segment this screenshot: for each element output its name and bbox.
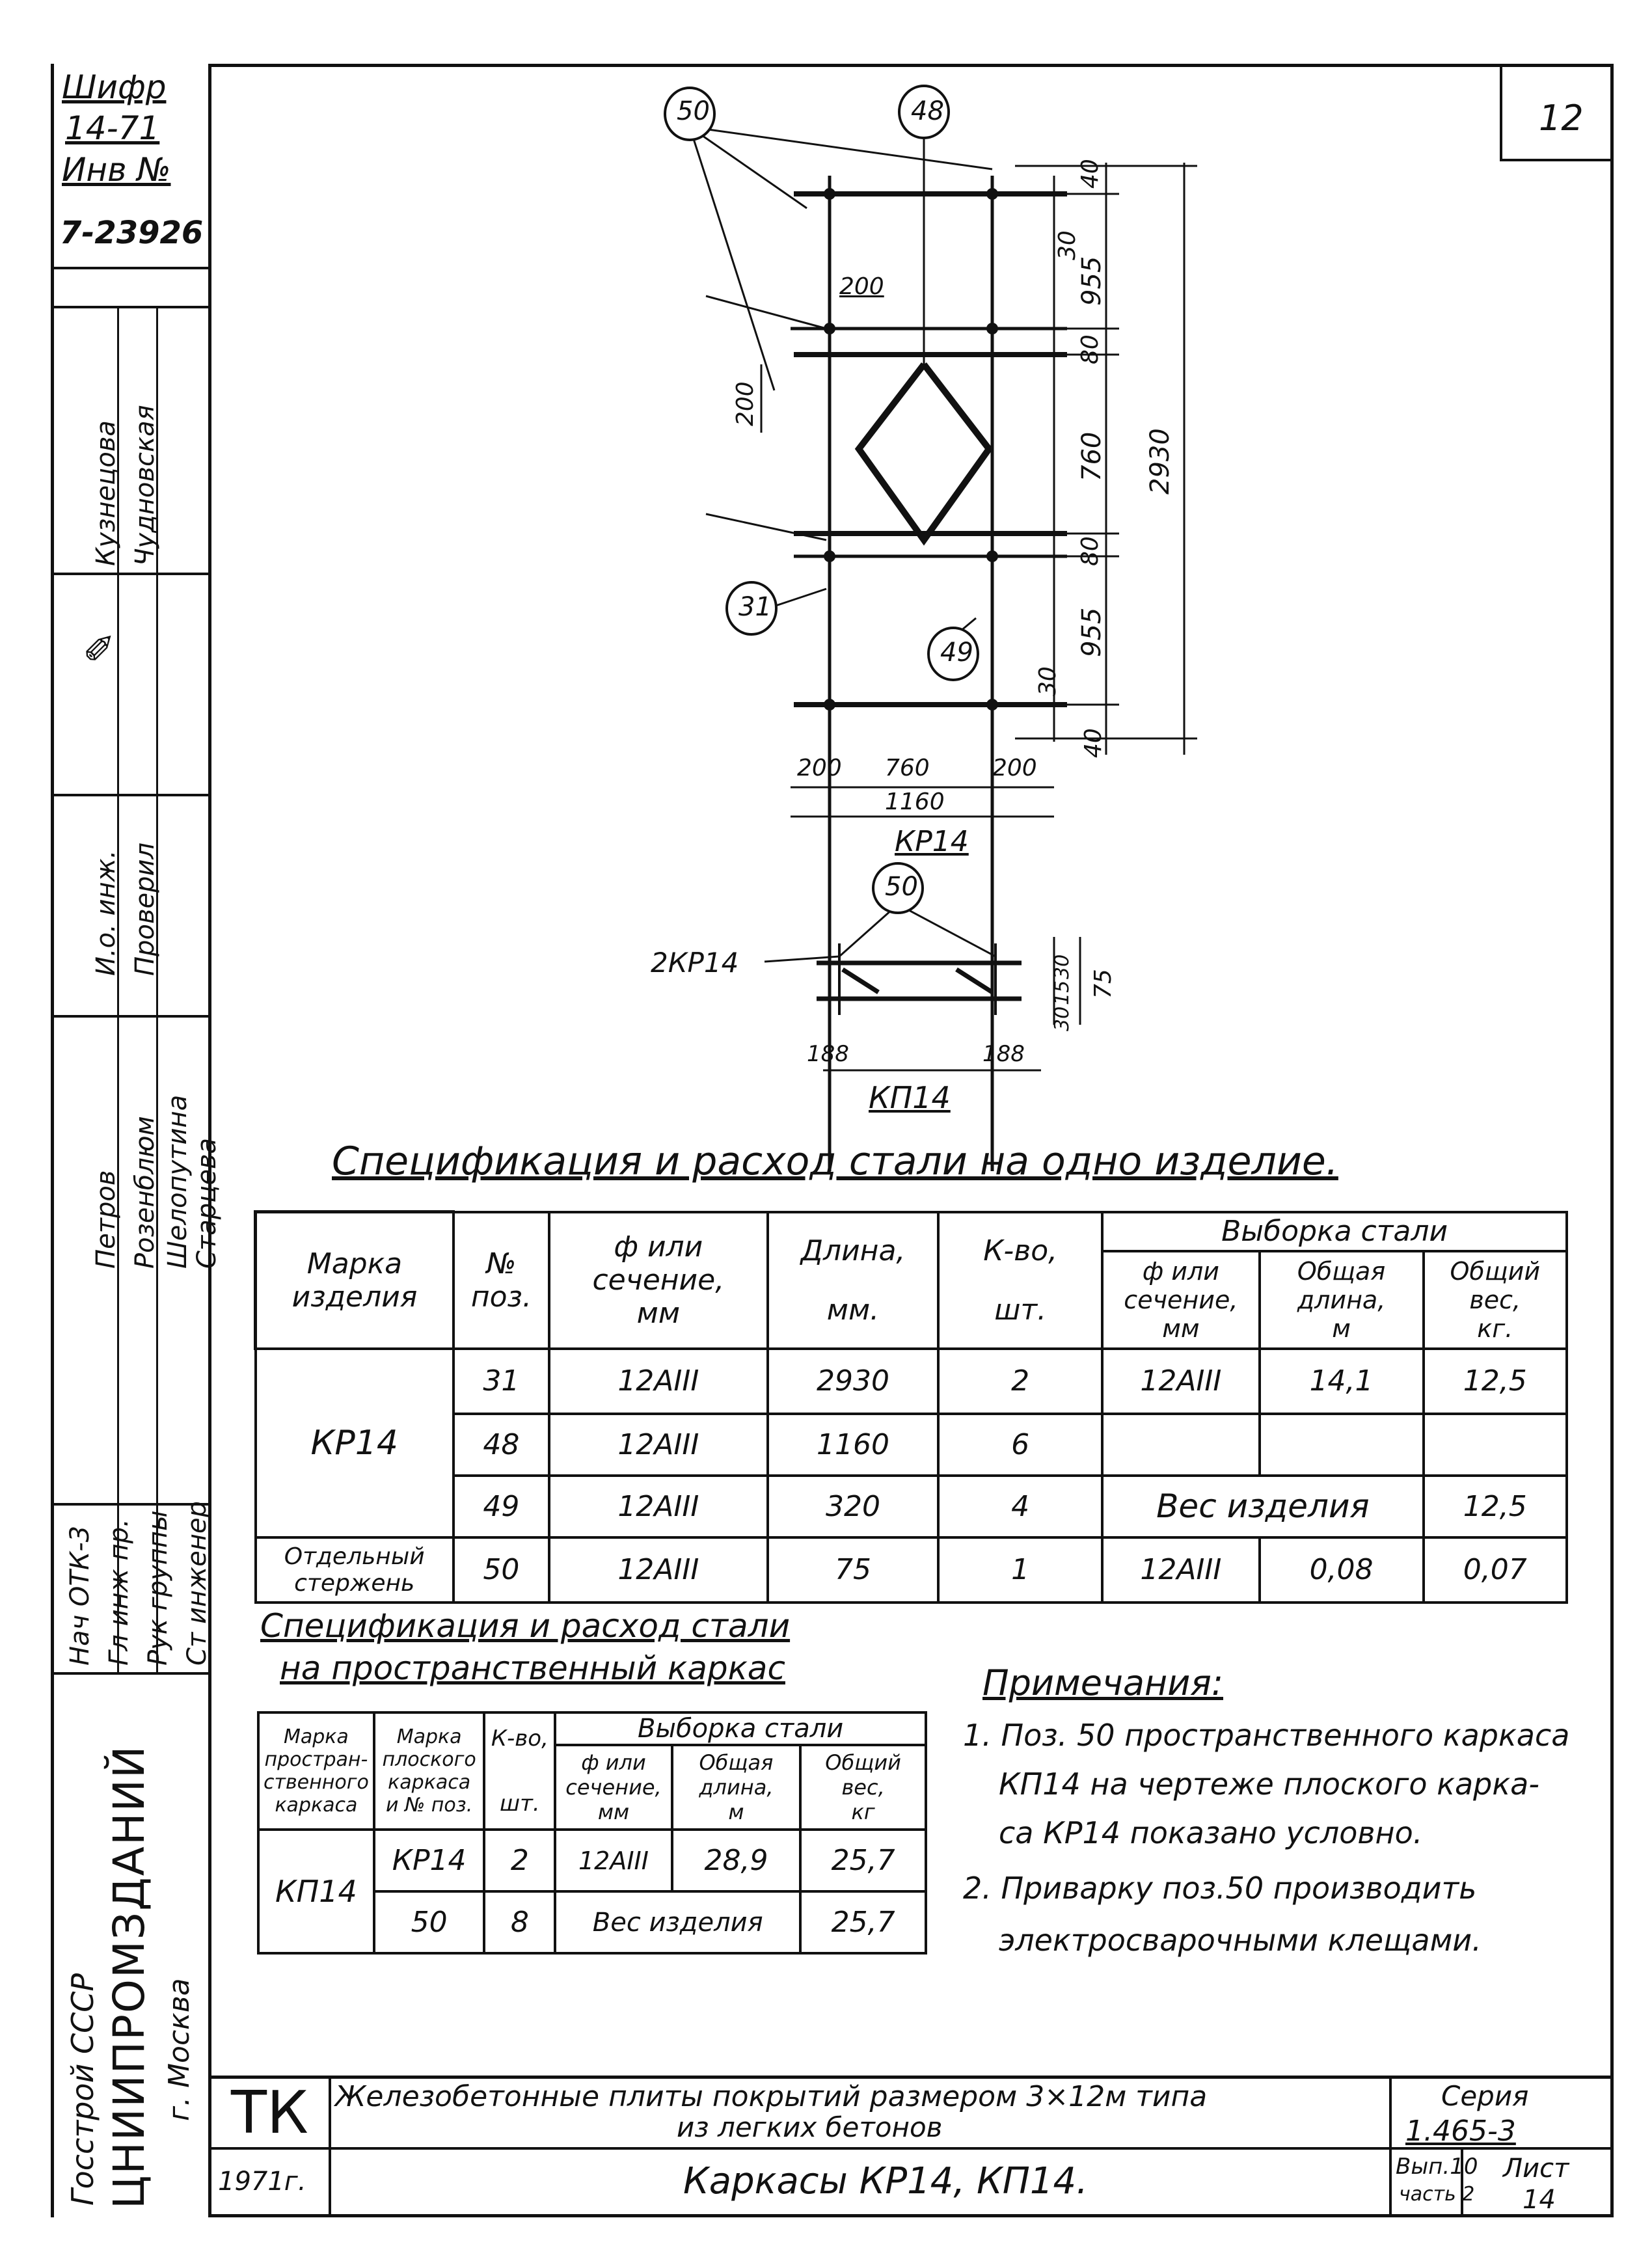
cell-length: 320 [768, 1476, 938, 1537]
spec2-head-sample: Выборка стали [555, 1712, 926, 1745]
cell-length: 1160 [768, 1414, 938, 1476]
spec2-head-flat: Марка плоского каркаса и № поз. [374, 1712, 485, 1830]
callout-label: 50 [677, 96, 710, 126]
spec1-head-section: ф или сечение, мм [549, 1212, 768, 1349]
sheet-title: Каркасы КР14, КП14. [683, 2160, 1088, 2202]
spec2-head-s-weight: Общий вес, кг [800, 1745, 926, 1830]
sheet-number: 12 [1539, 98, 1584, 139]
spec2-head-qty: К-во, шт. [484, 1712, 555, 1830]
table-row [258, 1830, 926, 1891]
note-line: КП14 на чертеже плоского карка- [999, 1766, 1539, 1802]
note-line: са КР14 показано условно. [999, 1815, 1423, 1850]
spec2-product: КП14 [258, 1830, 374, 1953]
kp14-dim-overall: 75 [1090, 969, 1117, 999]
bar-49 [859, 364, 989, 540]
staff-name: Шелопутина [163, 1094, 193, 1269]
cell-length: 2930 [768, 1349, 938, 1414]
cell-qty: 4 [938, 1476, 1102, 1537]
cell-s-length [1260, 1414, 1424, 1476]
sheet-no: 14 [1523, 2185, 1556, 2215]
notes-title: Примечания: [982, 1662, 1224, 1703]
cell-qty: 2 [484, 1830, 555, 1891]
title-block-col [329, 2076, 331, 2217]
cell-s-section: 12АIII [1102, 1537, 1259, 1603]
org-line: г. Москва [163, 1978, 196, 2121]
spec1-head-s-length: Общая длина, м [1260, 1251, 1424, 1349]
inv-label: Инв № [62, 151, 171, 189]
spec1-head-qty: К-во, шт. [938, 1212, 1102, 1349]
callout-label: 48 [911, 96, 944, 126]
code-value: 14-71 [65, 109, 160, 147]
dim-right: 30 [1035, 666, 1061, 696]
org-name: ЦНИИПРОМЗДАНИЙ [104, 1744, 154, 2209]
spec1-head-pos: № поз. [454, 1212, 549, 1349]
tk-logo: ТК [231, 2079, 308, 2147]
spec1-head-mark: Марка изделия [256, 1212, 454, 1349]
spec2-table [257, 1711, 927, 1955]
weld-point [824, 188, 835, 200]
dim-right: 955 [1077, 607, 1107, 657]
year: 1971г. [218, 2167, 306, 2197]
spec2-head-mark: Марка простран- ственного каркаса [258, 1712, 374, 1830]
spec2-head-s-length: Общая длина, м [672, 1745, 801, 1830]
spec1-head-s-section: ф или сечение, мм [1102, 1251, 1259, 1349]
spec1-head-s-weight: Общий вес, кг. [1424, 1251, 1567, 1349]
cell-pos: 49 [454, 1476, 549, 1537]
callout-label: 50 [885, 872, 918, 902]
dim-200-top: 200 [839, 273, 884, 300]
cell-flat: КР14 [374, 1830, 485, 1891]
staff-role: Гл инж пр. [104, 1519, 134, 1666]
spec1-head-length: Длина, мм. [768, 1212, 938, 1349]
kp14-dim: 30 [1051, 954, 1074, 979]
title-line: Железобетонные плиты покрытий размером 3×12м типа [335, 2080, 1208, 2113]
cell-qty: 1 [938, 1537, 1102, 1603]
callout-label: 49 [940, 638, 973, 668]
cell-section: 12АIII [549, 1476, 768, 1537]
spec2-head-s-section: ф или сечение, мм [555, 1745, 671, 1830]
cell-pos: 48 [454, 1414, 549, 1476]
title-block-col [1389, 2076, 1392, 2217]
caption-kr14: КР14 [895, 825, 969, 858]
spec1-table [254, 1210, 1568, 1604]
cell-s-weight: 25,7 [800, 1830, 926, 1891]
cell-s-weight: 12,5 [1424, 1476, 1567, 1537]
sidebar-role: И.о. инж. [91, 850, 121, 976]
cell-s-section: 12АIII [1102, 1349, 1259, 1414]
kp14-dim-bottom: 188 [982, 1041, 1025, 1067]
dim-right: 80 [1077, 536, 1104, 566]
caption-kp14: КП14 [869, 1080, 951, 1115]
staff-name: Старцева [192, 1137, 222, 1269]
sidebar-name: Кузнецова [91, 420, 121, 566]
spec2-title: на пространственный каркас [280, 1649, 785, 1687]
staff-name: Петров [91, 1170, 121, 1269]
cell-s-weight: 0,07 [1424, 1537, 1567, 1603]
cell-s-weight: 12,5 [1424, 1349, 1567, 1414]
note-line: 1. Поз. 50 пространственного каркаса [963, 1718, 1570, 1753]
staff-name: Розенблюм [130, 1116, 160, 1269]
dim-right: 955 [1077, 256, 1107, 306]
cell-section: 12АIII [549, 1414, 768, 1476]
staff-role: Ст инженер [182, 1501, 212, 1666]
dim-bottom: 200 [797, 755, 842, 781]
cell-weight-label: Вес изделия [1102, 1476, 1423, 1537]
dim-bottom-total: 1160 [885, 789, 945, 815]
spec1-separate-mark: Отдельный стержень [256, 1537, 454, 1603]
signature-mark: ✎ [78, 630, 124, 664]
table-row [256, 1349, 1567, 1414]
note-line: 2. Приварку поз.50 производить [963, 1871, 1477, 1906]
sheet-label: Лист [1503, 2154, 1569, 2184]
note-line: электросварочными клещами. [999, 1923, 1482, 1958]
cell-s-weight: 25,7 [800, 1891, 926, 1953]
kp14-dim: 30 [1051, 1006, 1074, 1031]
dim-bottom: 200 [992, 755, 1037, 781]
spec1-head-sample: Выборка стали [1102, 1212, 1567, 1251]
cell-s-length: 14,1 [1260, 1349, 1424, 1414]
dim-bottom: 760 [885, 755, 930, 781]
cell-pos: 31 [454, 1349, 549, 1414]
callout-label: 31 [738, 592, 772, 622]
cell-flat: 50 [374, 1891, 485, 1953]
cell-qty: 2 [938, 1349, 1102, 1414]
cell-s-section [1102, 1414, 1259, 1476]
cell-pos: 50 [454, 1537, 549, 1603]
dim-overall: 2930 [1145, 428, 1175, 494]
series-value: 1.465-3 [1405, 2115, 1516, 2148]
weld-point [824, 550, 835, 562]
kp14-bar-50 [956, 969, 992, 992]
weld-point [824, 699, 835, 710]
inv-value: 7-23926 [60, 215, 204, 251]
dim-200-left: 200 [732, 381, 759, 426]
sidebar-row-line [51, 1672, 210, 1675]
series-label: Серия [1441, 2080, 1529, 2112]
spec1-product: КР14 [256, 1349, 454, 1537]
title-line: из легких бетонов [677, 2111, 943, 2143]
dim-right: 80 [1077, 334, 1104, 364]
spec1-title: Спецификация и расход стали на одно изделие. [332, 1139, 1338, 1184]
kp14-bar-50 [843, 969, 878, 992]
kp14-dim-bottom: 188 [807, 1041, 849, 1067]
spec2-title: Спецификация и расход стали [260, 1607, 791, 1645]
cell-length: 75 [768, 1537, 938, 1603]
cell-s-length: 0,08 [1260, 1537, 1424, 1603]
weld-point [986, 550, 998, 562]
dim-right: 760 [1077, 431, 1107, 481]
weld-point [986, 323, 998, 334]
cell-weight-label: Вес изделия [555, 1891, 800, 1953]
dim-right: 30 [1054, 230, 1081, 260]
weld-point [986, 699, 998, 710]
kp14-leader-label: 2КР14 [651, 947, 739, 979]
table-row [256, 1537, 1567, 1603]
sidebar-name: Чудновская [130, 405, 160, 566]
code-label: Шифр [62, 68, 167, 106]
weld-point [986, 188, 998, 200]
cell-s-length: 28,9 [672, 1830, 801, 1891]
dim-right: 40 [1080, 728, 1107, 758]
cell-section: 12АIII [549, 1537, 768, 1603]
dim-right: 40 [1077, 159, 1104, 189]
cell-qty: 8 [484, 1891, 555, 1953]
kp14-dim: 15 [1051, 980, 1074, 1005]
issue-line: часть 2 [1399, 2183, 1475, 2206]
cell-s-weight [1424, 1414, 1567, 1476]
cell-s-section: 12АIII [555, 1830, 671, 1891]
issue-line: Вып.10 [1396, 2154, 1478, 2180]
org-line: Госстрой СССР [65, 1973, 100, 2206]
cell-qty: 6 [938, 1414, 1102, 1476]
staff-role: Нач ОТК-3 [65, 1525, 95, 1666]
cell-section: 12АIII [549, 1349, 768, 1414]
sidebar-role: Проверил [130, 842, 160, 976]
staff-role: Рук группы [143, 1510, 173, 1666]
title-block-row-line [211, 2147, 1614, 2150]
